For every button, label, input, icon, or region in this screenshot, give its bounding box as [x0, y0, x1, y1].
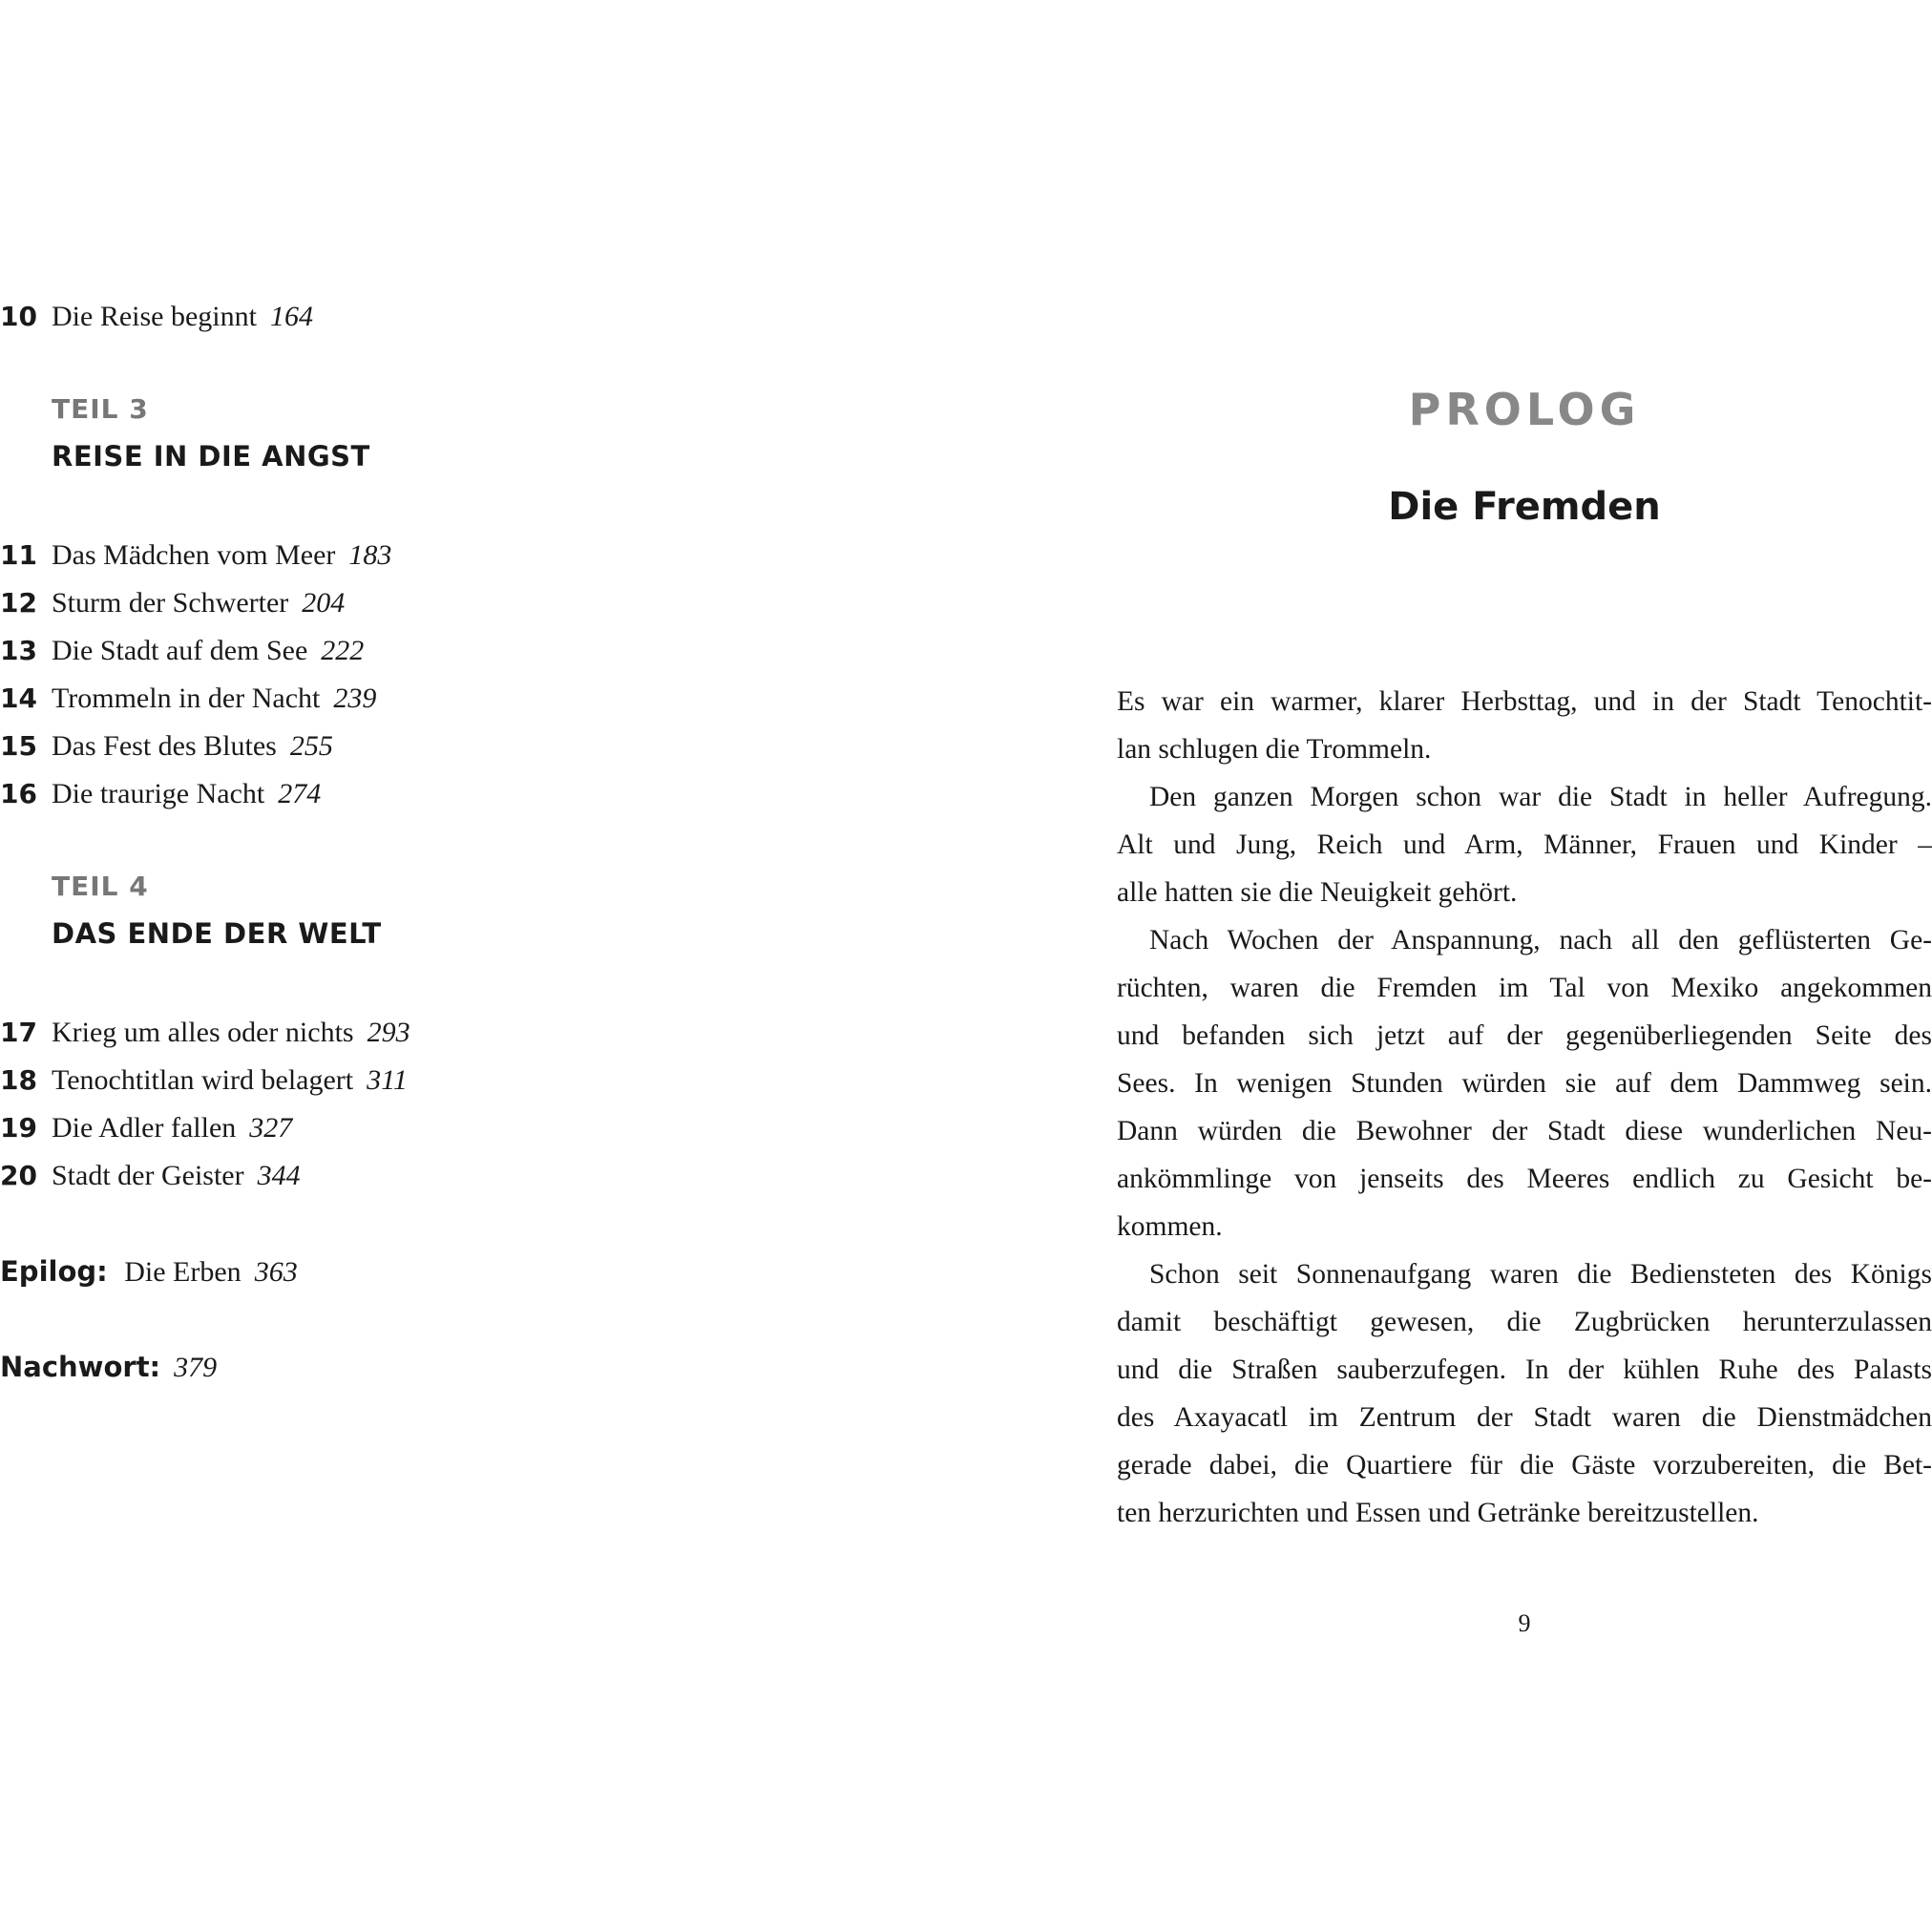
epilog-label: Epilog: [0, 1255, 108, 1288]
toc-entry-title: Die Stadt auf dem See [52, 635, 308, 666]
toc-entry-epilog[interactable] [0, 1252, 298, 1292]
nachwort-page: 379 [174, 1352, 218, 1383]
toc-entry-17[interactable] [0, 1014, 410, 1052]
body-line: Den ganzen Morgen schon war die Stadt in heller Aufregung. [1149, 782, 1932, 812]
toc-entry-page: 183 [348, 539, 392, 571]
toc-entry-number: 10 [0, 301, 37, 332]
toc-entry-title: Die Reise beginnt [52, 301, 257, 332]
toc-entry-12[interactable] [0, 584, 345, 622]
body-line: lan schlugen die Trommeln. [1117, 734, 1432, 765]
toc-entry-number: 19 [0, 1112, 37, 1144]
body-line: gerade dabei, die Quartiere für die Gäste vorzubereiten, die Bet- [1117, 1450, 1932, 1480]
part-4-title: DAS ENDE DER WELT [52, 917, 382, 950]
epilog-title: Die Erben [124, 1256, 242, 1288]
toc-entry-number: 11 [0, 539, 37, 571]
body-line: damit beschäftigt gewesen, die Zugbrücken herunterzulassen [1117, 1307, 1932, 1337]
toc-entry-16[interactable] [0, 775, 321, 813]
toc-entry-20[interactable] [0, 1157, 301, 1195]
toc-entry-page: 204 [302, 587, 346, 619]
toc-entry-number: 17 [0, 1017, 37, 1048]
body-line: ten herzurichten und Essen und Getränke bereitzustellen. [1117, 1498, 1759, 1528]
part-3-title: REISE IN DIE ANGST [52, 440, 370, 472]
toc-entry-title: Das Fest des Blutes [52, 730, 277, 762]
body-line: alle hatten sie die Neuigkeit gehört. [1117, 877, 1518, 908]
toc-entry-number: 16 [0, 778, 37, 809]
body-line: rüchten, waren die Fremden im Tal von Mexiko angekommen [1117, 973, 1932, 1003]
toc-entry-page: 255 [289, 730, 333, 762]
toc-entry-number: 14 [0, 682, 37, 714]
toc-entry-page: 293 [367, 1017, 410, 1048]
toc-entry-title: Die Adler fallen [52, 1112, 237, 1144]
toc-entry-title: Tenochtitlan wird belagert [52, 1064, 354, 1096]
toc-entry-18[interactable] [0, 1061, 408, 1100]
toc-entry-number: 13 [0, 635, 37, 666]
toc-entry-title: Die traurige Nacht [52, 778, 265, 809]
body-line: kommen. [1117, 1211, 1223, 1242]
body-line: Alt und Jung, Reich und Arm, Männer, Frauen und Kinder – [1117, 830, 1932, 860]
toc-entry-page: 311 [367, 1064, 408, 1096]
toc-entry-number: 18 [0, 1064, 37, 1096]
toc-entry-title: Stadt der Geister [52, 1160, 244, 1191]
epilog-page: 363 [254, 1256, 298, 1288]
toc-entry-page: 222 [321, 635, 365, 666]
body-line: des Axayacatl im Zentrum der Stadt waren die Dienstmädchen [1117, 1402, 1932, 1433]
toc-entry-page: 274 [278, 778, 322, 809]
body-line: Nach Wochen der Anspannung, nach all den geflüsterten Ge- [1149, 925, 1932, 956]
toc-entry-number: 12 [0, 587, 37, 619]
right-page-prolog [1117, 0, 1932, 1932]
toc-entry-title: Das Mädchen vom Meer [52, 539, 336, 571]
left-page-table-of-contents [0, 0, 955, 1932]
toc-entry-page: 344 [257, 1160, 301, 1191]
body-line: und befanden sich jetzt auf der gegenüberliegenden Seite des [1117, 1020, 1932, 1051]
toc-entry-14[interactable] [0, 680, 376, 718]
body-line: Schon seit Sonnenaufgang waren die Bediensteten des Königs [1149, 1259, 1932, 1290]
toc-entry-title: Krieg um alles oder nichts [52, 1017, 354, 1048]
prolog-label: PROLOG [1408, 384, 1641, 435]
chapter-title: Die Fremden [1388, 485, 1661, 529]
toc-entry-page: 327 [249, 1112, 293, 1144]
toc-entry-15[interactable] [0, 727, 333, 766]
toc-entry-page: 239 [333, 682, 377, 714]
body-line: und die Straßen sauberzufegen. In der kühlen Ruhe des Palasts [1117, 1354, 1932, 1385]
body-line: Es war ein warmer, klarer Herbsttag, und in der Stadt Tenochtit- [1117, 686, 1932, 717]
toc-entry-title: Sturm der Schwerter [52, 587, 289, 619]
chapter-body [1117, 678, 1932, 1537]
body-line: Sees. In wenigen Stunden würden sie auf dem Dammweg sein. [1117, 1068, 1932, 1099]
toc-entry-19[interactable] [0, 1109, 292, 1147]
toc-entry-number: 20 [0, 1160, 37, 1191]
part-3-label: TEIL 3 [52, 393, 149, 425]
toc-entry-11[interactable] [0, 536, 391, 575]
body-line: Dann würden die Bewohner der Stadt diese wunderlichen Neu- [1117, 1116, 1932, 1146]
toc-entry-10[interactable] [0, 298, 313, 336]
body-line: ankömmlinge von jenseits des Meeres endlich zu Gesicht be- [1117, 1164, 1932, 1194]
toc-entry-nachwort[interactable] [0, 1348, 217, 1387]
part-4-label: TEIL 4 [52, 871, 149, 902]
toc-entry-title: Trommeln in der Nacht [52, 682, 321, 714]
nachwort-label: Nachwort: [0, 1351, 161, 1383]
page-number: 9 [1518, 1609, 1531, 1637]
toc-entry-13[interactable] [0, 632, 364, 670]
toc-entry-page: 164 [269, 301, 313, 332]
toc-entry-number: 15 [0, 730, 37, 762]
